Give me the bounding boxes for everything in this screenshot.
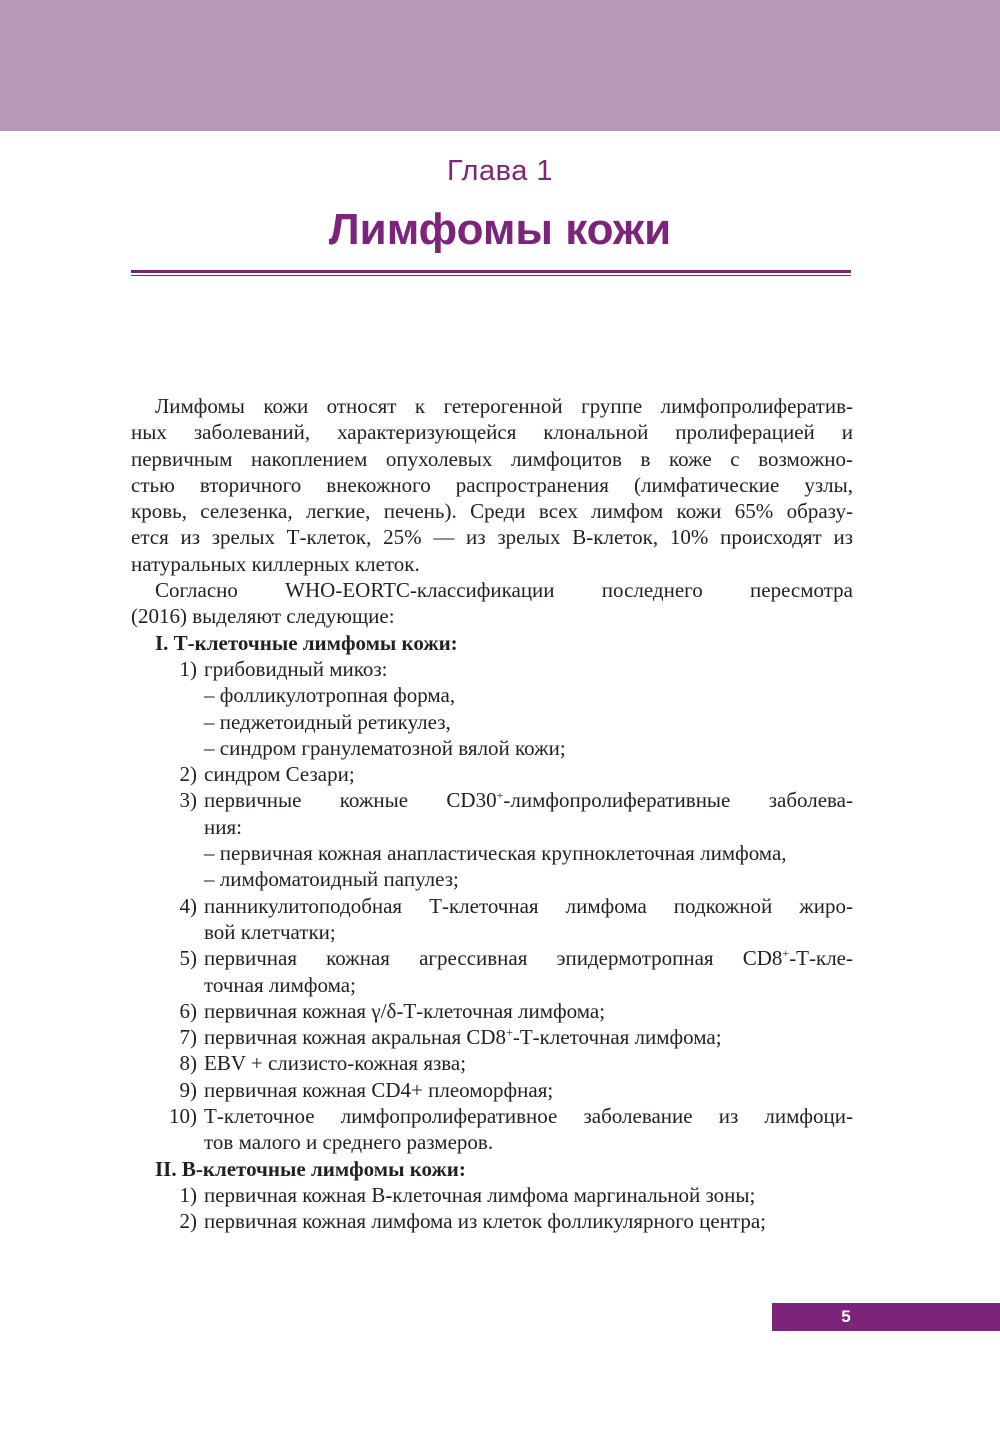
item-text: первичная кожная γ/δ-Т-клеточная лимфома; [204,998,606,1023]
text-line: стью вторичного внекожного распространения (лимфатические узлы, [131,472,853,497]
sub-item: – синдром гранулематозной вялой кожи; [204,735,566,760]
text-line: Согласно WHO-EORTC-классификации последнего пересмотра [155,578,853,603]
item-number: 7) [179,1025,197,1050]
item-text: первичная кожная лимфома из клеток фолликулярного центра; [204,1209,767,1234]
item-number: 9) [179,1077,197,1102]
list-item [131,1103,853,1156]
item-text: Т-клеточное лимфопролиферативное заболевание из лимфоци- [204,1104,853,1129]
section-heading: II. В-клеточные лимфомы кожи: [155,1156,466,1181]
list-item [131,945,853,998]
item-text: первичная кожная акральная CD8+-Т-клеточная лимфома; [204,1025,722,1050]
item-text: вой клетчатки; [204,919,336,944]
list-item [131,761,853,787]
item-number: 2) [179,1209,197,1234]
text-line: ных заболеваний, характеризующейся клональной пролиферацией и [131,420,853,445]
text-line: первичным накоплением опухолевых лимфоцитов в коже с возможно- [131,446,853,471]
item-text: первичная кожная агрессивная эпидермотропная CD8+-Т-кле- [204,946,853,971]
item-text: синдром Сезари; [204,762,355,787]
section-heading: I. Т-клеточные лимфомы кожи: [155,630,458,655]
list-item [131,1182,853,1208]
text-line: Лимфомы кожи относят к гетерогенной группе лимфопролифератив- [155,394,853,418]
title-rule [131,270,851,273]
item-number: 8) [179,1051,197,1076]
item-text: точная лимфома; [204,972,356,997]
text-line: кровь, селезенка, легкие, печень). Среди всех лимфом кожи 65% образу- [131,499,853,524]
list-item [131,1208,853,1234]
page-number-tab [772,1303,1000,1331]
list-item [131,787,853,840]
list-item [131,656,853,682]
item-number: 5) [179,946,197,971]
item-number: 10) [169,1104,197,1129]
list-item [131,998,853,1024]
header-band [0,0,1000,131]
list-item [131,893,853,946]
sub-item: – первичная кожная анапластическая крупноклеточная лимфома, [204,841,787,866]
title-rule-thin [131,275,851,276]
item-number: 2) [179,762,197,787]
item-text: EBV + слизисто-кожная язва; [204,1051,467,1076]
item-text: ния: [204,814,242,839]
item-number: 6) [179,998,197,1023]
chapter-title: Лимфомы кожи [328,205,672,254]
chapter-label: Глава 1 [446,155,554,187]
item-text: первичная кожная В-клеточная лимфома маргинальной зоны; [204,1182,756,1207]
item-text: панникулитоподобная Т-клеточная лимфома подкожной жиро- [204,893,853,918]
text-line: ется из зрелых Т-клеток, 25% — из зрелых В-клеток, 10% происходят из [131,525,853,550]
sub-item: – фолликулотропная форма, [204,683,456,708]
intro-paragraph [131,393,853,577]
list-item [131,1024,853,1050]
sub-item: – лимфоматоидный папулез; [204,867,459,892]
list-item [131,1077,853,1103]
sub-item: – педжетоидный ретикулез, [204,709,451,734]
item-text: первичная кожная CD4+ плеоморфная; [204,1077,554,1102]
item-text: первичные кожные CD30+-лимфопролиферативные заболева- [204,788,853,813]
text-line: (2016) выделяют следующие: [131,604,395,629]
body-text [131,393,853,1235]
item-number: 4) [179,893,197,918]
page-number: 5 [841,1307,851,1326]
list-item [131,1050,853,1076]
item-text: грибовидный микоз: [204,656,388,681]
text-line: натуральных киллерных клеток. [131,551,420,576]
item-text: тов малого и среднего размеров. [204,1130,494,1155]
classification-paragraph [131,577,853,630]
item-number: 1) [179,656,197,681]
item-number: 1) [179,1182,197,1207]
item-number: 3) [179,788,197,813]
